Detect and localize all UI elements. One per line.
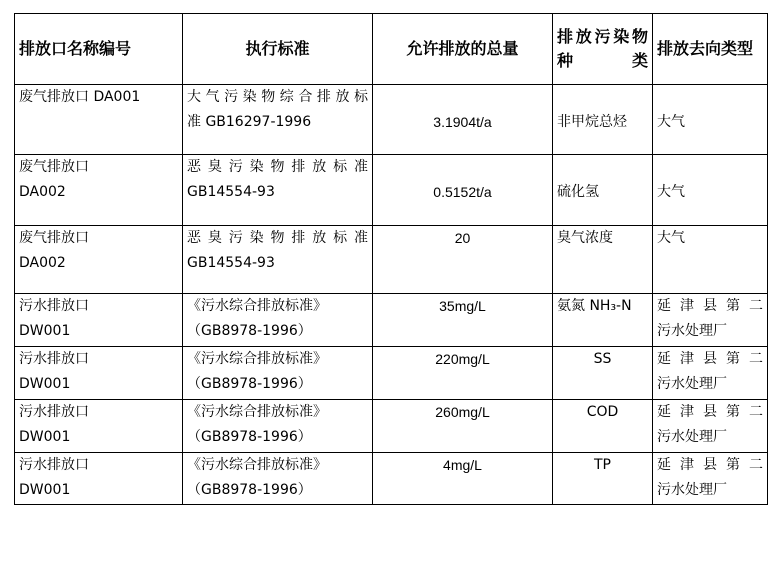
amount-cell: 20 <box>373 226 553 294</box>
destination-cell: 大气 <box>653 226 768 294</box>
outlet-line: DW001 <box>19 429 71 445</box>
outlet-cell <box>15 155 183 226</box>
standard-line: （GB8978-1996） <box>187 376 312 392</box>
destination-value: 大气 <box>657 114 685 130</box>
destination-line: 污水处理厂 <box>657 376 727 392</box>
outlet-line: 污水排放口 <box>19 457 89 473</box>
standard-line: 大气污染物综合排放标 <box>187 89 368 105</box>
destination-line: 延津县第二 <box>657 351 763 367</box>
table-row <box>15 453 768 505</box>
outlet-line: 污水排放口 <box>19 351 89 367</box>
header-outlet-name: 排放口名称编号 <box>15 14 183 85</box>
pollutant-cell: TP <box>553 453 653 505</box>
table-row <box>15 85 768 155</box>
standard-line: 恶臭污染物排放标准 <box>187 230 368 246</box>
amount-value: 0.5152t/a <box>433 184 492 200</box>
outlet-line: 污水排放口 <box>19 404 89 420</box>
outlet-cell <box>15 400 183 453</box>
header-standard: 执行标准 <box>183 14 373 85</box>
outlet-cell <box>15 226 183 294</box>
standard-line: （GB8978-1996） <box>187 482 312 498</box>
standard-line: GB14554-93 <box>187 255 275 271</box>
outlet-line: DW001 <box>19 323 71 339</box>
standard-line: （GB8978-1996） <box>187 323 312 339</box>
outlet-cell <box>15 294 183 347</box>
table-row <box>15 400 768 453</box>
outlet-cell <box>15 85 183 155</box>
outlet-line: DA002 <box>19 184 66 200</box>
standard-line: （GB8978-1996） <box>187 429 312 445</box>
standard-cell <box>183 85 373 155</box>
standard-cell <box>183 226 373 294</box>
table-header-row <box>15 14 768 85</box>
standard-cell <box>183 294 373 347</box>
destination-cell <box>653 400 768 453</box>
header-allowed-amount: 允许排放的总量 <box>373 14 553 85</box>
standard-cell <box>183 453 373 505</box>
pollutant-cell: SS <box>553 347 653 400</box>
emission-outlet-table <box>14 13 768 505</box>
pollutant-cell <box>553 155 653 226</box>
amount-cell: 260mg/L <box>373 400 553 453</box>
amount-cell <box>373 155 553 226</box>
outlet-cell <box>15 347 183 400</box>
destination-line: 延津县第二 <box>657 457 763 473</box>
table-row <box>15 294 768 347</box>
outlet-line: 废气排放口 <box>19 230 89 246</box>
outlet-line: 废气排放口 <box>19 159 89 175</box>
outlet-cell <box>15 453 183 505</box>
pollutant-cell: COD <box>553 400 653 453</box>
outlet-line: 污水排放口 <box>19 298 89 314</box>
header-destination-type: 排放去向类型 <box>653 14 768 85</box>
destination-cell <box>653 294 768 347</box>
destination-cell <box>653 453 768 505</box>
destination-cell <box>653 85 768 155</box>
destination-value: 大气 <box>657 184 685 200</box>
header-pollutant-type <box>553 14 653 85</box>
destination-line: 污水处理厂 <box>657 323 727 339</box>
destination-line: 延津县第二 <box>657 298 763 314</box>
pollutant-value: 非甲烷总烃 <box>557 114 627 130</box>
amount-cell: 35mg/L <box>373 294 553 347</box>
pollutant-cell: 氨氮 NH₃-N <box>553 294 653 347</box>
standard-line: GB14554-93 <box>187 184 275 200</box>
amount-cell <box>373 85 553 155</box>
table-row <box>15 226 768 294</box>
destination-cell <box>653 155 768 226</box>
outlet-line: DW001 <box>19 482 71 498</box>
amount-value: 3.1904t/a <box>433 114 492 130</box>
pollutant-cell <box>553 85 653 155</box>
destination-line: 污水处理厂 <box>657 482 727 498</box>
header-pollutant-type-text: 排放污染物种类 <box>557 27 648 70</box>
standard-cell <box>183 155 373 226</box>
standard-line: 准 GB16297-1996 <box>187 114 312 130</box>
standard-line: 《污水综合排放标准》 <box>187 457 327 473</box>
outlet-line: DA002 <box>19 255 66 271</box>
destination-line: 延津县第二 <box>657 404 763 420</box>
amount-cell: 220mg/L <box>373 347 553 400</box>
standard-cell <box>183 347 373 400</box>
standard-line: 《污水综合排放标准》 <box>187 298 327 314</box>
table-row <box>15 155 768 226</box>
standard-line: 《污水综合排放标准》 <box>187 351 327 367</box>
amount-cell: 4mg/L <box>373 453 553 505</box>
pollutant-cell: 臭气浓度 <box>553 226 653 294</box>
standard-line: 《污水综合排放标准》 <box>187 404 327 420</box>
standard-cell <box>183 400 373 453</box>
destination-cell <box>653 347 768 400</box>
destination-line: 污水处理厂 <box>657 429 727 445</box>
table-row <box>15 347 768 400</box>
standard-line: 恶臭污染物排放标准 <box>187 159 368 175</box>
outlet-line: DW001 <box>19 376 71 392</box>
pollutant-value: 硫化氢 <box>557 184 599 200</box>
outlet-line: 废气排放口 DA001 <box>19 89 141 105</box>
